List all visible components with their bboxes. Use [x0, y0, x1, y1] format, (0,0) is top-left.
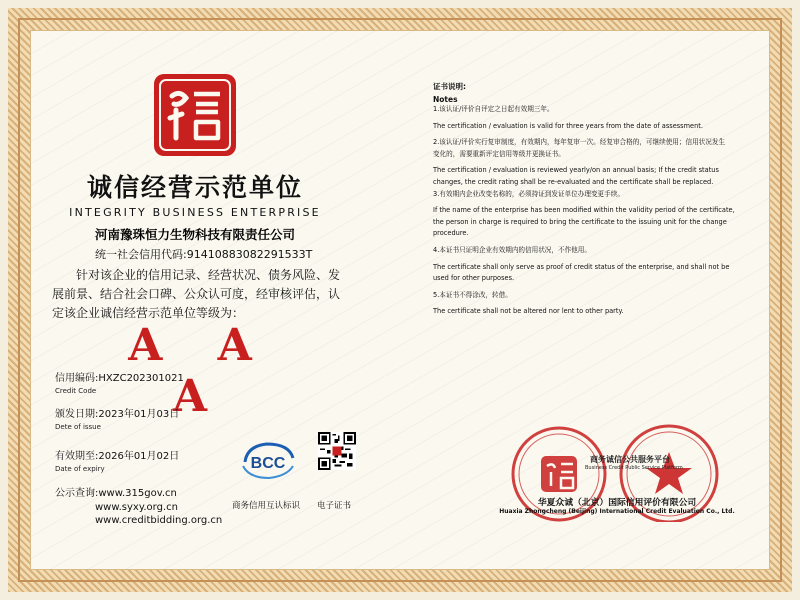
credit-grade: A A A: [128, 320, 272, 422]
query-link-1[interactable]: 公示查询:www.315gov.cn: [55, 488, 177, 499]
note-4-en-cont: used for other purposes.: [433, 274, 515, 283]
note-1-cn: 1.该认证/评价自评定之日起有效期三年。: [433, 105, 554, 113]
query-link-2[interactable]: www.syxy.org.cn: [95, 501, 178, 513]
note-2-en-cont: changes, the credit rating shall be re-evaluated and the certificate shall be replaced.: [433, 177, 714, 186]
note-5-en: The certificate shall not be altered nor lent to other party.: [433, 307, 624, 316]
issue-date-label: 颁发日期:2023年01月03日: [55, 409, 180, 420]
bcc-caption: 商务信用互认标识: [232, 501, 301, 511]
notes-heading-en: Notes: [433, 95, 458, 104]
note-1-en: The certification / evaluation is valid for three years from the date of assessment.: [433, 121, 703, 130]
certificate-statement: 针对该企业的信用记录、经营状况、债务风险、发展前景、结合社会口碑、公众认可度，经审核评估，认定该企业诚信经营示范单位等级为：: [52, 268, 341, 320]
note-4-en: The certificate shall only serve as proof of credit status of the enterprise, and shall not be: [433, 262, 730, 271]
certificate-notes: [433, 81, 763, 318]
bcc-logo-text: BCC: [250, 455, 286, 472]
certificate-title-cn: 诚信经营示范单位: [86, 173, 303, 202]
note-2-cn: 2.该认证/评价实行复审制度，有效期内，每年复审一次。经复审合格的，可继续使用；信用状况发生: [433, 138, 726, 147]
note-3-cn: 3.有效期内企业改变名称的，必须持证到发证单位办理变更手续。: [433, 189, 624, 198]
note-3-en: If the name of the enterprise has been modified within the validity period of the certificate,: [433, 206, 735, 215]
notes-heading-cn: 证书说明:: [433, 82, 466, 91]
note-3-en-end: procedure.: [433, 229, 469, 238]
note-2-cn-cont: 变化的，需要重新评定信用等级并更换证书。: [433, 149, 565, 158]
verification-links: [55, 487, 222, 528]
issue-date-en: Dete of issue: [55, 423, 101, 431]
note-3-en-cont: the person in charge is required to bring the certificate to the issuing unit for the change: [433, 217, 727, 226]
expiry-date-en: Date of expiry: [55, 465, 105, 473]
xin-logo-icon: [150, 70, 240, 160]
expiry-date-label: 有效期至:2026年01月02日: [55, 451, 180, 462]
credit-code-uscc: 统一社会信用代码:91410883082291533T: [95, 248, 313, 261]
qr-code-icon[interactable]: [318, 432, 356, 470]
query-link-3[interactable]: www.creditbidding.org.cn: [95, 515, 223, 526]
note-4-cn: 4.本证书只证明企业有效期内的信用状况，不作他用。: [433, 245, 591, 254]
bcc-logo-icon: [237, 440, 299, 480]
credit-code-label: 信用编码:HXZC202301021: [55, 373, 184, 384]
credit-code-en: Credit Code: [55, 387, 97, 395]
platform-name-cn: 商务诚信公共服务平台: [590, 455, 670, 464]
issuer-name-en: Huaxia Zhongcheng (Beijing) International Credit Evaluation Co., Ltd.: [499, 508, 735, 515]
platform-name-en: Business Credit Public Service Platform: [585, 465, 683, 471]
company-name: 河南豫珠恒力生物科技有限责任公司: [94, 227, 295, 242]
note-2-en: The certification / evaluation is reviewed yearly/on an annual basis; If the credit status: [433, 166, 719, 175]
note-5-cn: 5.本证书不得涂改，转借。: [433, 290, 512, 299]
certificate-title-en: INTEGRITY BUSINESS ENTERPRISE: [69, 206, 321, 219]
expiry-date-field: [55, 450, 179, 476]
issuer-name-cn: 华夏众诚（北京）国际信用评价有限公司: [537, 498, 697, 508]
credit-code-field: [55, 372, 184, 398]
issue-date-field: [55, 408, 179, 434]
qr-caption: 电子证书: [317, 501, 352, 511]
